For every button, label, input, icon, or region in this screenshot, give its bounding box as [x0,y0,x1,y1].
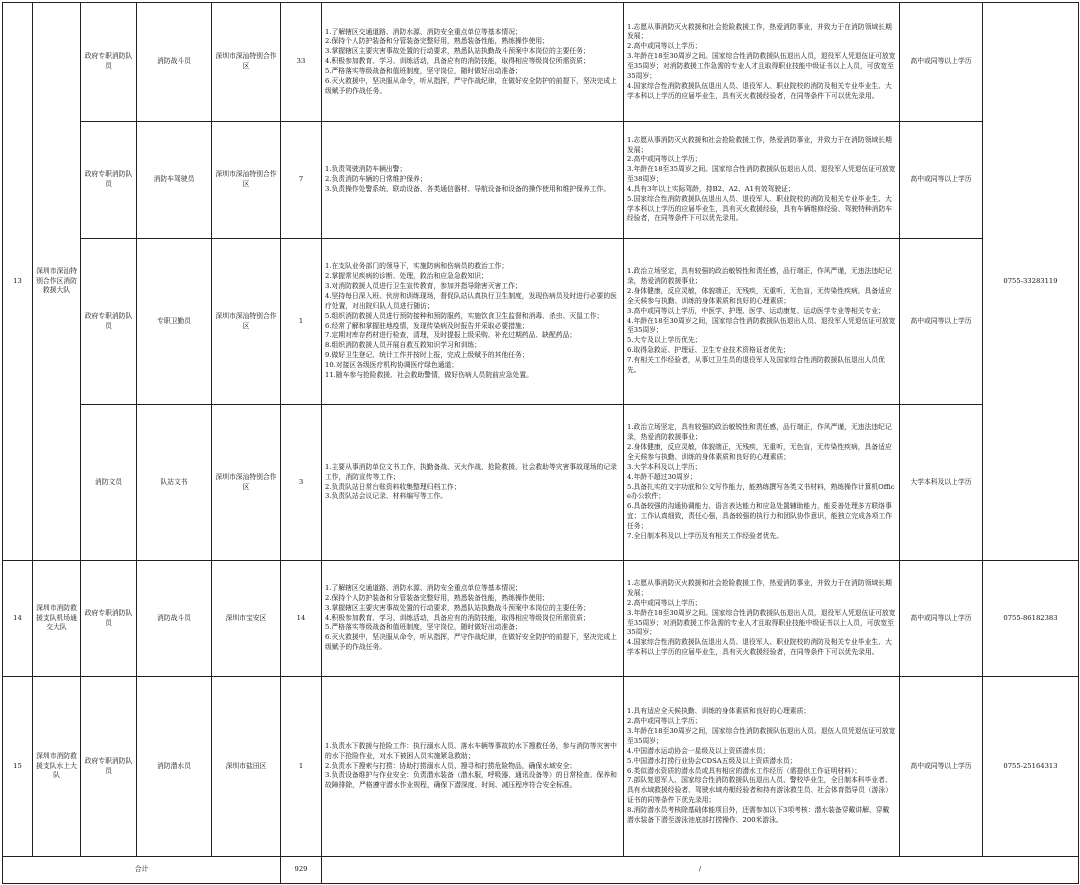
requirement-line: 4.国家综合性消防救援队伍退出人员、退役军人、职业院校的消防及相关专业毕业生、大学本科以上学历的应届毕业生，具有灭火救援经验者，在同等条件下可以优先录用。 [627,81,892,100]
duty-line: 2.负责队站日常台账资料收集整理归档工作； [325,482,461,491]
requirement-line: 3.高中或同等以上学历，中医学、护理、医学、运动康复、运动医学专业等相关专业； [627,306,885,315]
contact-phone: 0755-33283119 [983,3,1079,561]
requirement-line: 2.高中或同等以上学历； [627,717,702,726]
duty-line: 1.负责水下救援与抢险工作：执行溺水人员、落水车辆等事故的水下搜救任务，参与消防等灾害中的水下抢险作业，对水下被困人员实施紧急救助； [325,741,617,760]
requirement-line: 2.高中或同等以上学历； [627,155,702,164]
requirement-line: 3.大学本科及以上学历； [627,462,702,471]
unit-number: 13 [3,3,33,561]
education-level: 高中或同等以上学历 [900,239,983,405]
work-location: 深圳市深汕特别合作区 [212,3,281,122]
job-duties [322,122,624,239]
unit-name: 深圳市消防救援支队水上大队 [33,677,81,857]
duty-line: 2.负责水下搜索与打捞：协助打捞溺水人员、搜寻和打捞危险物品，确保水域安全； [325,761,577,770]
requirement-line: 6.类似潜水资质的潜水员或具有相应的潜水工作经历（需提供工作证明材料）； [627,766,862,775]
duty-line: 5.严格落实等级战备和值班制度，坚守岗位，随时做好出动准备； [325,66,522,75]
contact-phone: 0755-25164313 [983,677,1079,857]
duty-line: 4.坚持每日深入班、伙房和训练现场，督促队站认真执行卫生制度，发现伤病员及时进行必要的医疗处置，对出院归队人员进行随访； [325,291,617,310]
requirement-line: 4.年龄在18至30周岁之间，国家综合性消防救援队伍退出人员、退役军人凭退伍证可放宽至35周岁； [627,316,896,335]
duty-line: 1.负责驾驶消防车辆出警； [325,165,407,174]
duty-line: 1.主要从事消防单位文书工作，执勤备战、灭火作战、抢险救援、社会救助等灾害事故现场的记录工作，消防宣传等工作； [325,462,617,481]
headcount: 14 [281,561,322,677]
job-category: 消防文员 [81,405,137,561]
requirement-line: 5.具备扎实的文字功底和公文写作能力，能熟练撰写各类文书材料，熟练操作计算机Office办公软件； [627,482,895,501]
duty-line: 1.了解辖区交通道路、消防水源、消防安全重点单位等基本情况； [325,27,522,36]
unit-name: 深圳市消防救援支队机场通交大队 [33,561,81,677]
education-level: 高中或同等以上学历 [900,122,983,239]
requirement-line: 2.高中或同等以上学历； [627,598,702,607]
job-requirements [624,122,900,239]
duty-line: 3.对消防救援人员进行卫生宣传教育，参加并指导除害灭害工作； [325,282,522,291]
headcount: 33 [281,3,322,122]
job-category: 政府专职消防队员 [81,3,137,122]
duty-line: 10.对接区各级医疗机构协调医疗绿色通道； [325,360,459,369]
job-duties [322,405,624,561]
work-location: 深圳市宝安区 [212,561,281,677]
unit-number: 15 [3,677,33,857]
duty-line: 5.组织消防救援人员进行预防接种和预防服药，实施饮食卫生监督和消毒、杀虫、灭鼠工作； [325,311,604,320]
requirement-line: 1.政治立场坚定，具有较强的政治敏锐性和责任感，品行端正，作风严谨，无违法违纪记录，热爱消防救援事业； [627,423,892,442]
duty-line: 3.掌握辖区主要灾害事故处置的行动要求，熟悉队站执勤战斗预案中本岗位的主要任务； [325,47,590,56]
duty-line: 6.灭火救援中，坚决服从命令，听从指挥，严守作战纪律，在做好安全防护的前提下，坚决完成上级赋予的作战任务。 [325,76,617,95]
duty-line: 3.负责队站会议记录、材料编写等工作。 [325,492,448,501]
duty-line: 8.组织消防救援人员开展自救互救知识学习和训练； [325,341,482,350]
requirement-line: 7.部队复退军人、国家综合性消防救援队伍退出人员、警校毕业生，全日制本科毕业者、具有水域救援经验者、驾驶水域舟艇经验者和持有游泳救生员、社会体育指导员（游泳）证书的同等条件下优先录用； [627,776,893,805]
job-duties [322,561,624,677]
job-requirements [624,561,900,677]
education-level: 高中或同等以上学历 [900,3,983,122]
education-level: 大学本科及以上学历 [900,405,983,561]
headcount: 1 [281,239,322,405]
job-duties [322,239,624,405]
total-row [3,857,1079,884]
total-slash: / [322,857,1079,884]
recruitment-table [2,2,1079,884]
requirement-line: 3.年龄在18至35周岁之间。国家综合性消防救援队伍退出人员、退役军人凭退伍证可放宽至38周岁； [627,165,896,184]
position-name: 消防战斗员 [137,561,212,677]
job-duties [322,3,624,122]
work-location: 深圳市深汕特别合作区 [212,239,281,405]
unit-number: 14 [3,561,33,677]
duty-line: 2.掌握常见疾病的诊断、处理，救治和应急急救知识； [325,272,488,281]
position-name: 专职卫勤员 [137,239,212,405]
requirement-line: 6.具备较强的沟通协调能力、语言表达能力和应急处置辅助能力，能妥善处理多方联络事宜；工作认真细致，责任心强，具备较强的执行力和团队协作意识，能独立完成各项工作任务； [627,502,893,530]
duty-line: 4.积极参加教育、学习、训练活动，具备应有的消防技能，取得相应等级岗位所需资质； [325,57,590,66]
position-name: 消防车驾驶员 [137,122,212,239]
duty-line: 11.随车参与抢险救援、社会救助警情，做好伤病人员院前应急处置。 [325,370,533,379]
job-requirements [624,3,900,122]
job-category: 政府专职消防队员 [81,239,137,405]
requirement-line: 7.全日制本科及以上学历及有相关工作经验者优先。 [627,531,784,540]
job-requirements [624,677,900,857]
education-level: 高中或同等以上学历 [900,561,983,677]
position-name: 消防潜水员 [137,677,212,857]
requirement-line: 2.高中或同等以上学历； [627,42,702,51]
headcount: 1 [281,677,322,857]
requirement-line: 6.取得急救证、护理证、卫生专业技术资格证者优先； [627,346,790,355]
requirement-line: 4.具有3年以上实际驾龄，持B2、A2、A1有效驾驶证； [627,184,795,193]
job-category: 政府专职消防队员 [81,122,137,239]
work-location: 深圳市深汕特别合作区 [212,405,281,561]
duty-line: 1.在支队业务部门的领导下，实施防病和伤病员的救治工作； [325,262,509,271]
table-row [3,561,1079,677]
job-requirements [624,405,900,561]
requirement-line: 5.中国潜水打捞行业协会CDSA五级及以上资质潜水员； [627,756,797,765]
requirement-line: 1.志愿从事消防灭火救援和社会抢险救援工作，热爱消防事业，并致力于在消防领域长期发展； [627,22,892,41]
work-location: 深圳市深汕特别合作区 [212,122,281,239]
duty-line: 9.做好卫生登记、统计工作并按时上报，完成上级赋予的其他任务； [325,351,529,360]
table-row [3,239,1079,405]
requirement-line: 4.年龄不超过30周岁； [627,472,697,481]
duty-line: 3.掌握辖区主要灾害事故处置的行动要求，熟悉队站执勤战斗预案中本岗位的主要任务； [325,603,590,612]
duty-line: 5.严格落实等级战备和值班制度，坚守岗位，随时做好出动准备； [325,623,522,632]
duty-line: 1.了解辖区交通道路、消防水源、消防安全重点单位等基本情况； [325,584,522,593]
requirement-line: 1.志愿从事消防灭火救援和社会抢险救援工作，热爱消防事业，并致力于在消防领域长期发展； [627,579,892,597]
education-level: 高中或同等以上学历 [900,677,983,857]
headcount: 7 [281,122,322,239]
job-requirements [624,239,900,405]
duty-line: 2.保持个人防护装备和分管装备完整好用，熟悉装备性能，熟练操作使用； [325,593,549,602]
contact-phone: 0755-86182383 [983,561,1079,677]
requirement-line: 5.国家综合性消防救援队伍退出人员、退役军人、职业院校的消防及相关专业毕业生、大学本科以上学历的应届毕业生，具有灭火救援经验，具有车辆维修经验、驾驶特种消防车经验者，在同等条件下可以优先录用。 [627,194,893,223]
work-location: 深圳市盐田区 [212,677,281,857]
table-row [3,677,1079,857]
requirement-line: 1.具有适应全天候执勤、训练的身体素质和良好的心理素质； [627,707,811,716]
duty-line: 2.负责消防车辆的日常维护保养； [325,175,427,184]
job-category: 政府专职消防队员 [81,677,137,857]
duty-line: 6.灭火救援中，坚决服从命令，听从指挥，严守作战纪律，在做好安全防护的前提下，坚决完成上级赋予的作战任务。 [325,633,617,652]
job-duties [322,677,624,857]
unit-name: 深圳市深汕特别合作区消防救援大队 [33,3,81,561]
requirement-line: 1.政治立场坚定，具有较强的政治敏锐性和责任感，品行端正，作风严谨，无违法违纪记录，热爱消防救援事业； [627,267,892,286]
position-name: 消防战斗员 [137,3,212,122]
requirement-line: 4.国家综合性消防救援队伍退出人员、退役军人、职业院校的消防及相关专业毕业生、大学本科以上学历的应届毕业生，具有灭火救援经验者，在同等条件下可以优先录用。 [627,638,892,657]
requirement-line: 3.年龄在18至30周岁之间，国家综合性消防救援队伍退出人员、退伍人员凭退伍证可放宽至35周岁； [627,727,896,745]
table-row [3,3,1079,122]
recruitment-table-page [2,2,1078,884]
requirement-line: 3.年龄在18至30周岁之间。国家综合性消防救援队伍退出人员，退役军人凭退伍证可放宽至35周岁；对消防救援工作急需的专业人才且取得职业技能中级证书以上人员，可放宽至35周岁； [627,52,896,80]
table-row [3,405,1079,561]
duty-line: 3.负责设备维护与作业安全：负责潜水装备（潜水服，呼吸器，通讯设备等）的日常检查、保养和故障排除，严格遵守潜水作业规程，确保下潜深度、时间、减压程序符合安全标准。 [325,771,617,790]
requirement-line: 8.消防潜水员考核除基础体能项目外，还需参加以下3项考核：潜水装备穿戴讲解、穿戴潜水装备下潜至游泳池底部打捞操作、200米游泳。 [627,805,890,824]
duty-line: 3.负责操作处警系统、联动设备、各类通信器材、导航设备和设备的操作使用和维护保养工作。 [325,184,611,193]
requirement-line: 2.身体健康，反应灵敏，体貌端正，无残疾，无重听，无色盲，无传染性疾病，具备适应全天候参与执勤、训练的身体素质和良好的心理素质； [627,287,892,305]
requirement-line: 4.中国潜水运动协会一星级及以上资质潜水员； [627,746,770,755]
requirement-line: 3.年龄在18至30周岁之间。国家综合性消防救援队伍退出人员，退役军人凭退伍证可放宽至35周岁；对消防救援工作急需的专业人才且取得职业技能中级证书以上人员，可放宽至35周岁； [627,608,896,637]
requirement-line: 1.志愿从事消防灭火救援和社会抢险救援工作，热爱消防事业，并致力于在消防领域长期发展； [627,135,892,154]
table-row [3,122,1079,239]
requirement-line: 7.有相关工作经验者，从事过卫生员的退役军人及国家综合性消防救援队伍退出人员优先。 [627,355,885,374]
requirement-line: 2.身体健康，反应灵敏，体貌端正，无残疾，无重听，无色盲，无传染性疾病，具备适应全天候参与执勤、训练的身体素质和良好的心理素质； [627,443,892,461]
duty-line: 4.积极参加教育、学习、训练活动，具备应有的消防技能，取得相应等级岗位所需资质； [325,613,590,622]
total-count: 929 [281,857,322,884]
duty-line: 6.经常了解和掌握驻地疫情，发现传染病及时报告并采取必要措施； [325,321,529,330]
total-label: 合计 [3,857,281,884]
job-category: 政府专职消防队员 [81,561,137,677]
duty-line: 2.保持个人防护装备和分管装备完整好用，熟悉装备性能，熟练操作使用； [325,37,549,46]
position-name: 队站文书 [137,405,212,561]
requirement-line: 5.大专及以上学历优先； [627,336,702,345]
headcount: 3 [281,405,322,561]
duty-line: 7.定期对库存药材进行检查，清理，及时提报上级采购、补充过期药品、缺配药品； [325,331,577,340]
